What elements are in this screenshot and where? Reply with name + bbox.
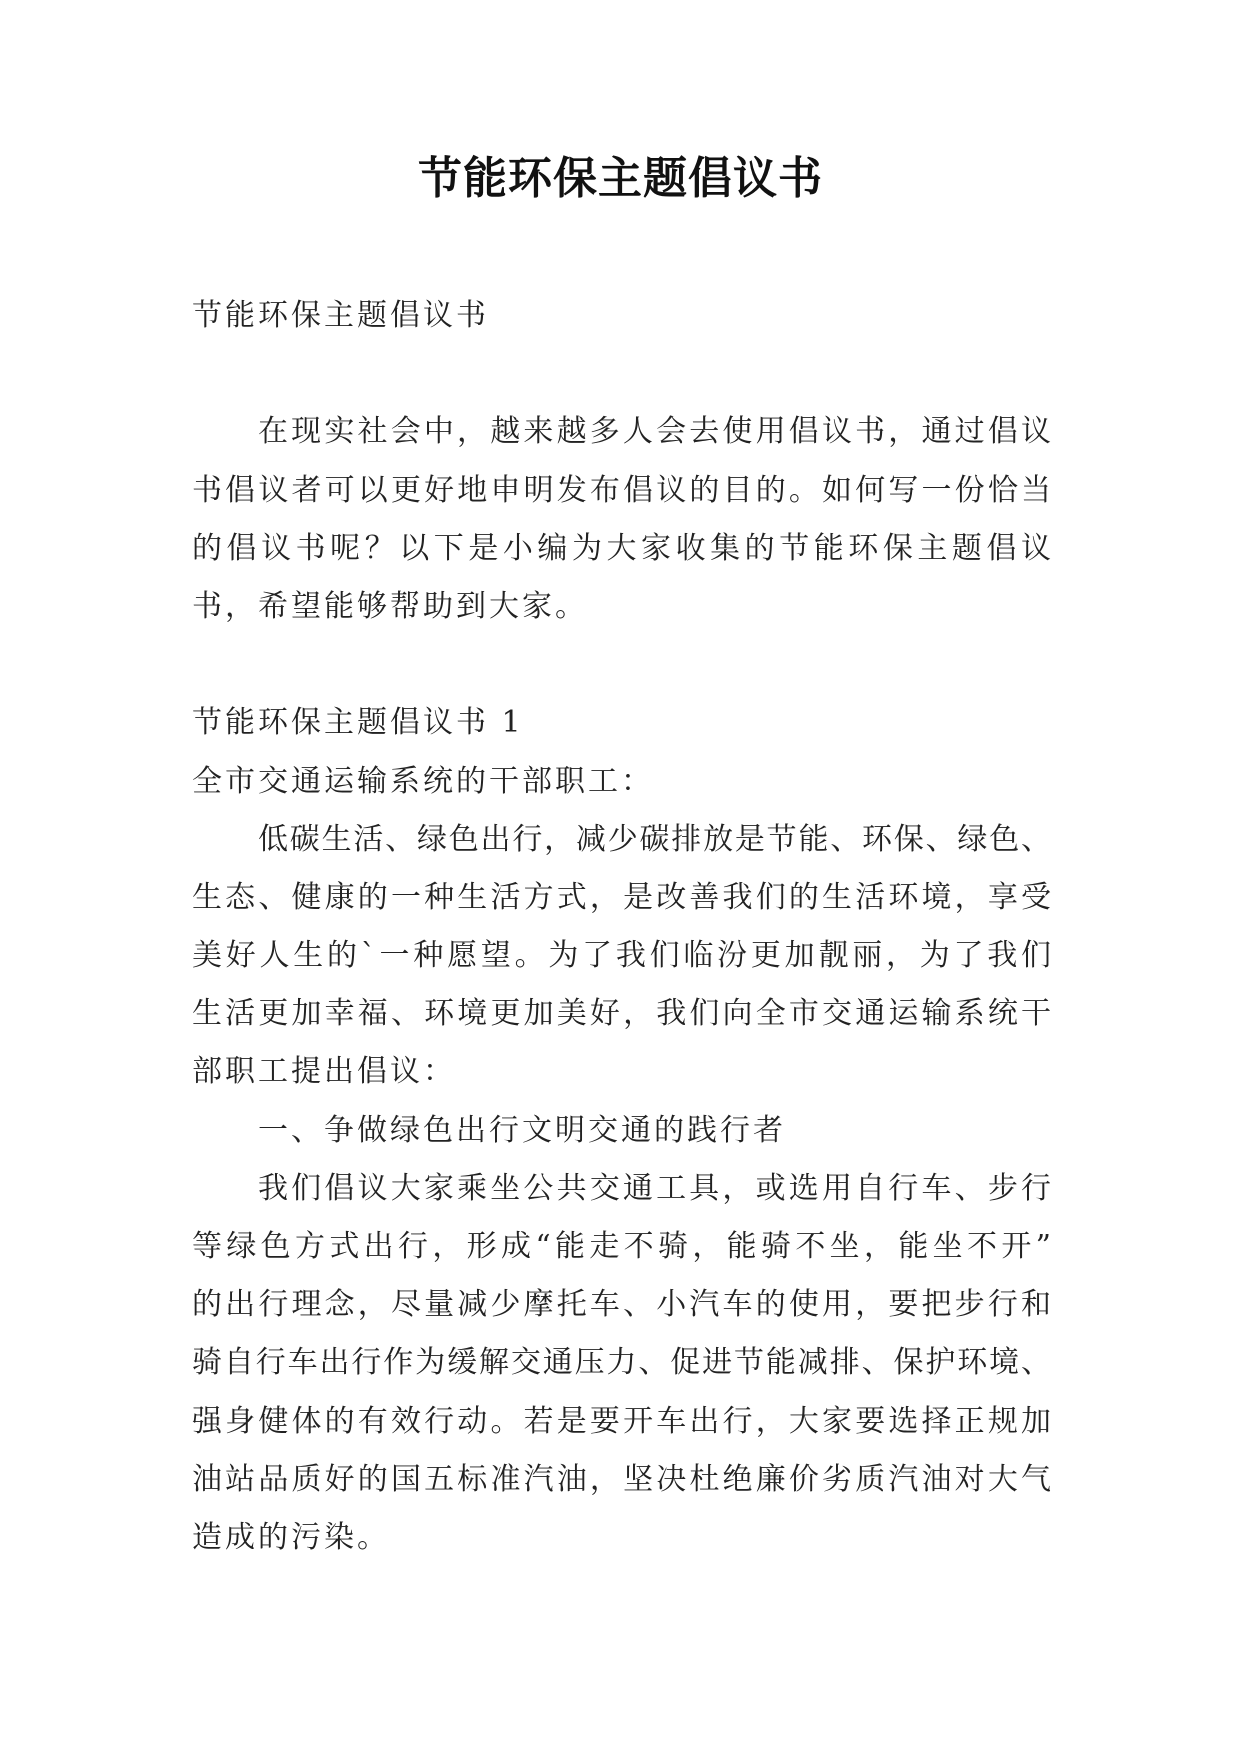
salutation: 全市交通运输系统的干部职工：: [192, 763, 654, 799]
section-paragraph-1: [192, 811, 1051, 1102]
text-line: 美好人生的`一种愿望。为了我们临汾更加靓丽，为了我们: [192, 938, 1051, 974]
blank-line: [192, 636, 1051, 694]
text-line: 部职工提出倡议：: [192, 1054, 456, 1090]
intro-paragraph: [192, 403, 1051, 636]
text-line: 生活更加幸福、环境更加美好，我们向全市交通运输系统干: [192, 996, 1051, 1032]
text-line: 的倡议书呢？以下是小编为大家收集的节能环保主题倡议: [192, 530, 1051, 566]
document-body: [192, 287, 1051, 1567]
page-title: 节能环保主题倡议书: [418, 153, 823, 204]
text-line: 等绿色方式出行，形成“能走不骑，能骑不坐，能坐不开”: [192, 1229, 1051, 1264]
text-line: 我们倡议大家乘坐公共交通工具，或选用自行车、步行: [258, 1170, 1051, 1206]
text-line: 油站品质好的国五标准汽油，坚决杜绝廉价劣质汽油对大气: [192, 1461, 1051, 1497]
text-line: 造成的污染。: [192, 1519, 390, 1555]
text-line: 低碳生活、绿色出行，减少碳排放是节能、环保、绿色、: [258, 821, 1051, 857]
text-line: 在现实社会中，越来越多人会去使用倡议书，通过倡议: [258, 414, 1051, 450]
section-heading: 节能环保主题倡议书 1: [192, 705, 524, 741]
blank-line: [192, 345, 1051, 403]
text-line: 书倡议者可以更好地申明发布倡议的目的。如何写一份恰当: [192, 472, 1051, 508]
text-line: 书，希望能够帮助到大家。: [192, 588, 588, 624]
section-1: [192, 694, 1051, 1567]
text-line: 的出行理念，尽量减少摩托车、小汽车的使用，要把步行和: [192, 1287, 1051, 1323]
text-line: 生态、健康的一种生活方式，是改善我们的生活环境，享受: [192, 879, 1051, 915]
section-paragraph-2: [192, 1160, 1051, 1567]
item-heading: 一、争做绿色出行文明交通的践行者: [258, 1112, 786, 1148]
document-subtitle: 节能环保主题倡议书: [192, 298, 489, 333]
text-line: 骑自行车出行作为缓解交通压力、促进节能减排、保护环境、: [192, 1345, 1051, 1381]
text-line: 强身健体的有效行动。若是要开车出行，大家要选择正规加: [192, 1403, 1051, 1439]
